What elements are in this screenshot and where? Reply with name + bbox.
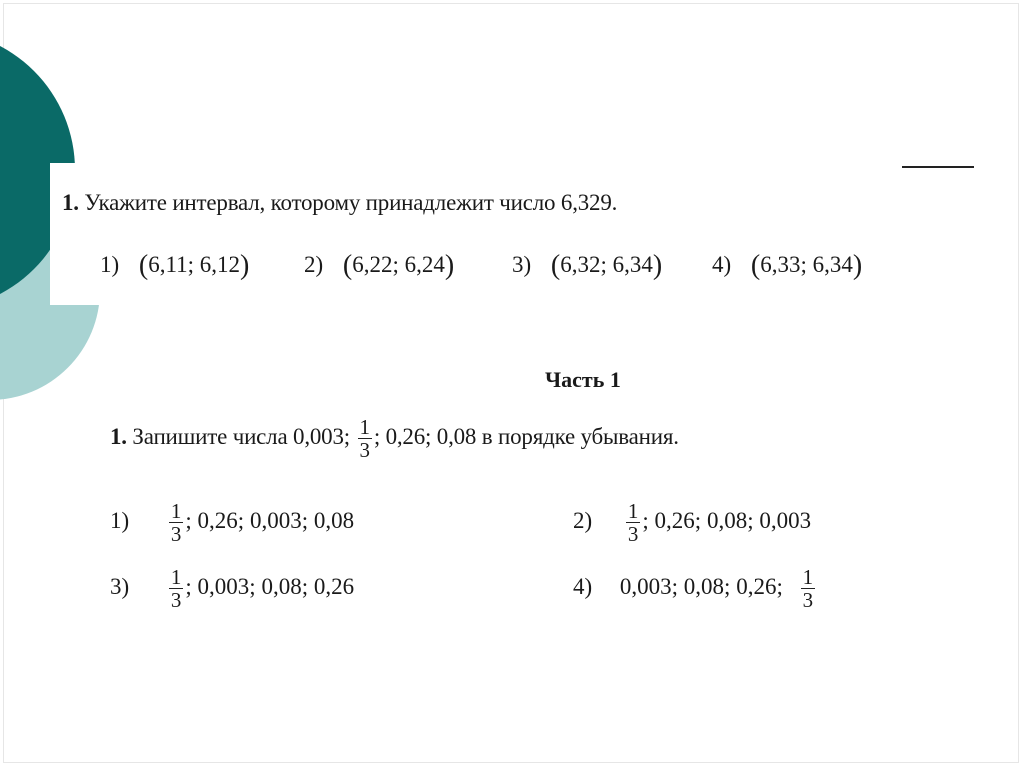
question-number: 1. bbox=[110, 423, 127, 449]
option-label: 2) bbox=[304, 252, 324, 277]
option-label: 3) bbox=[512, 252, 532, 277]
option-value: 6,33; 6,34 bbox=[760, 252, 853, 277]
fraction-one-third: $\frac{1}{3}$ bbox=[627, 499, 639, 546]
option-1 bbox=[110, 500, 354, 545]
option-4 bbox=[573, 566, 817, 611]
option-value: 0,003; 0,08; 0,26; bbox=[619, 573, 783, 599]
option-value: 6,32; 6,34 bbox=[560, 252, 653, 277]
option-3: 3) (6,32; 6,34) bbox=[512, 250, 663, 281]
question-text-suffix: ; 0,26; 0,08 в порядке убывания. bbox=[373, 423, 679, 449]
option-2: 2) (6,22; 6,24) bbox=[304, 250, 455, 281]
option-1: 1) (6,11; 6,12) bbox=[100, 250, 250, 281]
option-label: 1) bbox=[100, 252, 120, 277]
question-1a bbox=[62, 190, 617, 216]
option-label: 4) bbox=[712, 252, 732, 277]
fraction-one-third: $\frac{1}{3}$ bbox=[359, 415, 370, 462]
option-value: ; 0,26; 0,003; 0,08 bbox=[185, 507, 355, 533]
option-label: 4) bbox=[573, 573, 593, 599]
fraction-one-third: $\frac{1}{3}$ bbox=[802, 565, 814, 612]
option-label: 3) bbox=[110, 573, 130, 599]
option-value: ; 0,003; 0,08; 0,26 bbox=[185, 573, 355, 599]
fraction-one-third: $\frac{1}{3}$ bbox=[170, 499, 182, 546]
option-2 bbox=[573, 500, 811, 545]
option-value: 6,22; 6,24 bbox=[352, 252, 445, 277]
question-text-prefix: Запишите числа 0,003; bbox=[132, 423, 350, 449]
question-number: 1. bbox=[62, 190, 79, 215]
question-1b bbox=[110, 416, 679, 461]
option-label: 1) bbox=[110, 507, 130, 533]
option-4: 4) (6,33; 6,34) bbox=[712, 250, 863, 281]
question-text: Укажите интервал, которому принадлежит число 6,329. bbox=[84, 190, 618, 215]
option-value: ; 0,26; 0,08; 0,003 bbox=[642, 507, 812, 533]
part-header: Часть 1 bbox=[545, 367, 621, 392]
option-value: 6,11; 6,12 bbox=[148, 252, 241, 277]
option-label: 2) bbox=[573, 507, 593, 533]
fraction-one-third: $\frac{1}{3}$ bbox=[170, 565, 182, 612]
slide bbox=[3, 3, 1019, 763]
option-3 bbox=[110, 566, 354, 611]
content-panel-edge bbox=[50, 163, 110, 305]
answer-line bbox=[902, 166, 974, 168]
